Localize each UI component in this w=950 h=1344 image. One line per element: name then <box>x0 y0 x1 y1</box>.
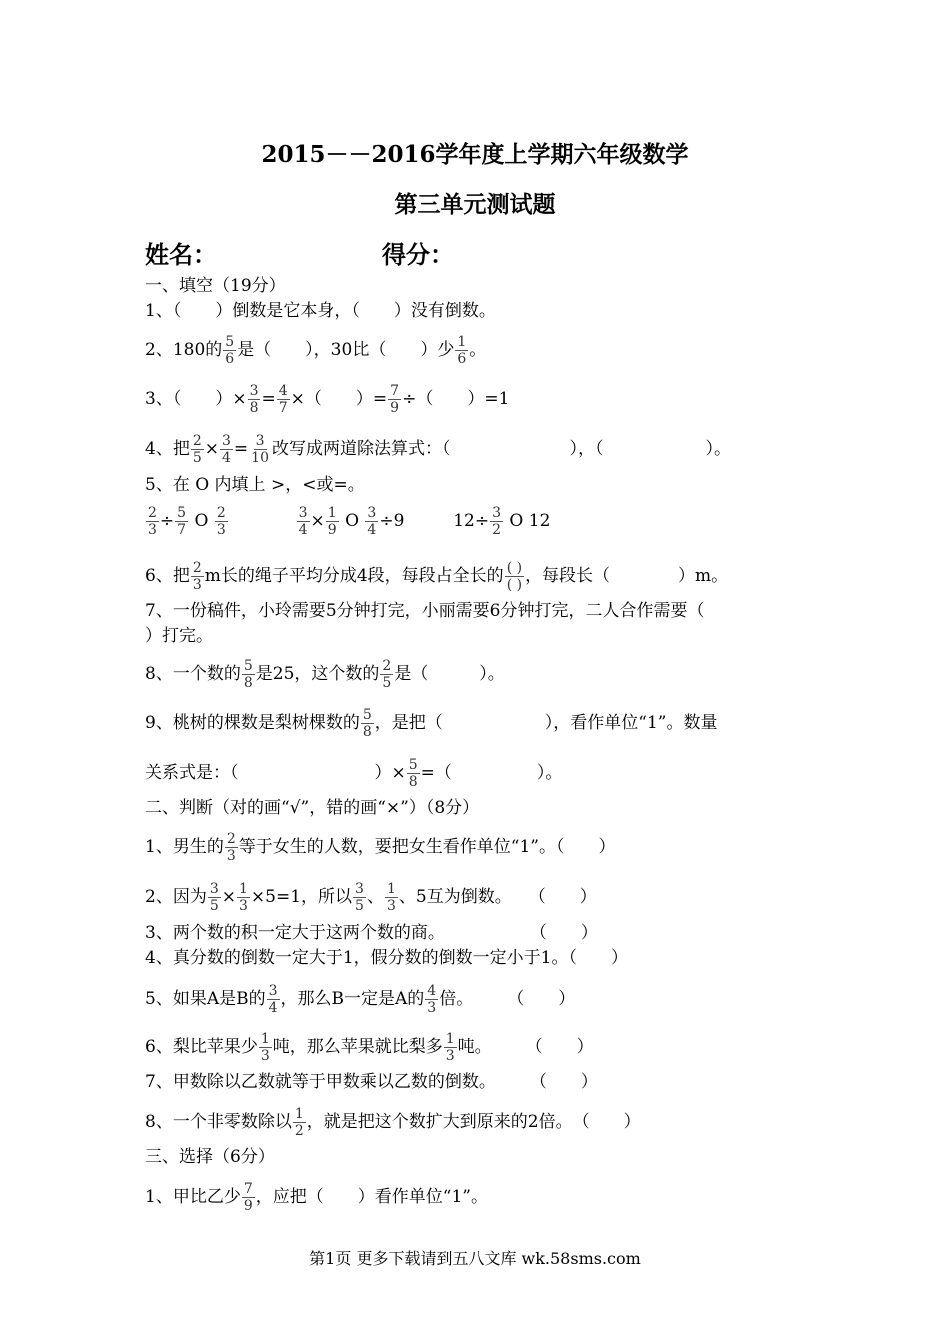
fraction: $\frac{3}{4}$ <box>298 505 308 538</box>
fraction: $\frac{1}{3}$ <box>445 1031 455 1064</box>
fraction: $\frac{5}{8}$ <box>362 707 372 740</box>
section-3-heading: 三、选择（6分） <box>145 1147 275 1167</box>
fraction: $\frac{5}{7}$ <box>177 505 187 538</box>
fraction: $\frac{7}{9}$ <box>243 1181 253 1214</box>
question-2-2: 2、因为 $\frac{3}{5}$ × $\frac{1}{3}$ ×5=1，所以 $\frac{3}{5}$ 、 $\frac{1}{3}$ 、5互为倒数。 （ ） <box>145 881 597 914</box>
question-1-9: 9、桃树的棵数是梨树棵数的 $\frac{5}{8}$ ，是把（ ），看作单位“1”。数量 <box>145 707 718 740</box>
question-2-7: 7、甲数除以乙数就等于甲数乘以乙数的倒数。 （ ） <box>145 1072 598 1092</box>
page-subtitle: 第三单元测试题 <box>394 191 556 218</box>
fraction: $\frac{1}{2}$ <box>294 1106 304 1139</box>
fraction: $\frac{2}{5}$ <box>382 658 392 691</box>
fraction: $\frac{3}{4}$ <box>268 983 278 1016</box>
question-1-4: 4、把 $\frac{2}{5}$ × $\frac{3}{4}$ = $\frac{3}{10}$ 改写成两道除法算式：（ ），（ ）。 <box>145 433 731 466</box>
fraction: $\frac{3}{5}$ <box>355 881 364 914</box>
question-1-8: 8、一个数的 $\frac{5}{8}$ 是25，这个数的 $\frac{2}{5}$ 是（ ）。 <box>145 658 505 691</box>
page-footer: 第1页 更多下载请到五八文库 wk.58sms.com <box>309 1249 641 1268</box>
question-3-1: 1、甲比乙少 $\frac{7}{9}$ ，应把（ ）看作单位“1”。 <box>145 1181 488 1214</box>
fraction: $\frac{3}{4}$ <box>222 433 231 466</box>
fraction: $\frac{5}{6}$ <box>225 334 235 367</box>
question-1-9-continued: 关系式是：（ ）× $\frac{5}{8}$ =（ ）。 <box>145 757 563 790</box>
fraction: $\frac{2}{5}$ <box>192 433 202 466</box>
fraction: $\frac{1}{3}$ <box>239 881 248 914</box>
fraction: $\frac{1}{3}$ <box>386 881 396 914</box>
question-1-3: 3、（ ）× $\frac{3}{8}$ = $\frac{4}{7}$ ×（ ）= $\frac{7}{9}$ ÷（ ）=1 <box>145 383 510 416</box>
question-2-4: 4、真分数的倒数一定大于1，假分数的倒数一定小于1。（ ） <box>145 948 628 968</box>
page-title: 2015－－2016学年度上学期六年级数学 <box>261 141 689 168</box>
fraction: $\frac{3}{8}$ <box>249 383 259 416</box>
fraction: $\frac{5}{8}$ <box>408 757 418 790</box>
fraction: $\frac{2}{3}$ <box>216 505 226 538</box>
question-2-1: 1、男生的 $\frac{2}{3}$ 等于女生的人数，要把女生看作单位“1”。（ ） <box>145 831 616 864</box>
question-2-3: 3、两个数的积一定大于这两个数的商。 （ ） <box>145 923 598 943</box>
question-1-2: 2、180的 $\frac{5}{6}$ 是（ ），30比（ ）少 $\frac{1}{6}$ 。 <box>145 334 487 367</box>
question-1-5: 5、在 O 内填上 >，<或=。 <box>145 475 365 495</box>
section-2-heading: 二、判断（对的画“√”，错的画“×”）（8分） <box>145 798 480 818</box>
question-1-5-items: $\frac{2}{3}$ ÷ $\frac{5}{7}$ O $\frac{2}{3}$ $\frac{3}{4}$ × $\frac{1}{9}$ O $\frac{3}{4}$ ÷9 12÷ $\frac{3}{2}$ O 12 <box>148 505 551 538</box>
fraction: $\frac{5}{8}$ <box>243 658 253 691</box>
name-label: 姓名： <box>145 240 217 269</box>
fraction: $\frac{2}{3}$ <box>226 831 236 864</box>
question-2-5: 5、如果A是B的 $\frac{3}{4}$ ，那么B一定是A的 $\frac{4}{3}$ 倍。 （ ） <box>145 983 576 1016</box>
fraction: $\frac{( )}{( )}$ <box>506 560 523 593</box>
question-1-7: 7、一份稿件，小玲需要5分钟打完，小丽需要6分钟打完，二人合作需要（ <box>145 601 705 621</box>
fraction: $\frac{3}{10}$ <box>251 433 269 466</box>
fraction: $\frac{2}{3}$ <box>148 505 157 538</box>
section-1-heading: 一、填空（19分） <box>145 276 286 296</box>
fraction: $\frac{1}{3}$ <box>260 1031 270 1064</box>
fraction: $\frac{3}{2}$ <box>492 505 502 538</box>
fraction: $\frac{4}{7}$ <box>278 383 288 416</box>
fraction: $\frac{1}{9}$ <box>327 505 337 538</box>
fraction: $\frac{3}{4}$ <box>367 505 377 538</box>
question-1-6: 6、把 $\frac{2}{3}$ m长的绳子平均分成4段，每段占全长的 $\frac{( )}{( )}$ ，每段长（ ）m。 <box>145 560 729 593</box>
question-2-8: 8、一个非零数除以 $\frac{1}{2}$ ，就是把这个数扩大到原来的2倍。 （ ） <box>145 1106 641 1139</box>
fraction: $\frac{4}{3}$ <box>427 983 437 1016</box>
question-1-1: 1、（ ）倒数是它本身，（ ）没有倒数。 <box>145 301 496 321</box>
question-1-7-continued: ）打完。 <box>145 626 213 646</box>
fraction: $\frac{2}{3}$ <box>192 560 202 593</box>
fraction: $\frac{7}{9}$ <box>390 383 400 416</box>
question-2-6: 6、梨比苹果少 $\frac{1}{3}$ 吨，那么苹果就比梨多 $\frac{1}{3}$ 吨。 （ ） <box>145 1031 594 1064</box>
fraction: $\frac{3}{5}$ <box>209 881 219 914</box>
score-label: 得分： <box>382 240 454 269</box>
fraction: $\frac{1}{6}$ <box>457 334 467 367</box>
